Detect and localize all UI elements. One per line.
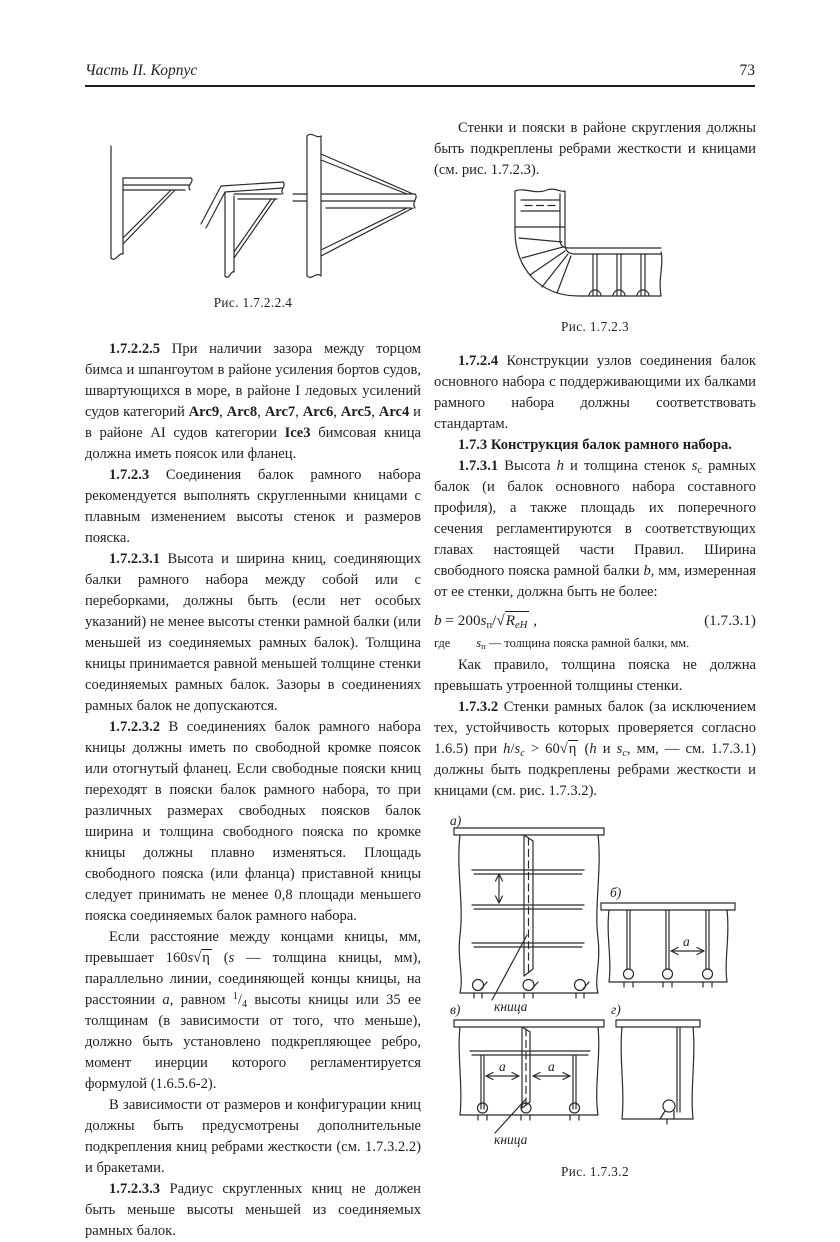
formula-number: (1.7.3.1) <box>704 612 756 629</box>
right-column <box>434 118 756 1182</box>
bracket-callout-label: кница <box>494 1132 528 1147</box>
paragraph-1-7-2-2-5: 1.7.2.2.5 При наличии зазора между торцом бимса и шпангоутом в районе усиления бортов судов, швартующихся в море, в районе I ледовых усилений судов категорий Arc9, Arc8, Arc7, Arc6, Arc5, Arc4 и в районе АI судов категории Ice3 бимсовая кница должна иметь поясок или фланец. <box>85 341 422 462</box>
figure-caption: Рис. 1.7.2.2.4 <box>213 295 293 310</box>
heading-1-7-3: 1.7.3 Конструкция балок рамного набора. <box>458 437 732 453</box>
part-b-label: б) <box>610 885 622 900</box>
paragraph-1-7-2-3-3: 1.7.2.3.3 Радиус скругленных книц не должен быть меньше высоты меньшей из соединяемых рамных балок. <box>85 1181 421 1239</box>
beam-bracket-connections-drawing <box>85 130 421 288</box>
paragraph-1-7-3-2: 1.7.3.2 Стенки рамных балок (за исключением тех, устойчивость которых проверяется согласно 1.6.5) при $h/s_c > 60√\eta$ (h и $s_c$, мм, — см. 1.7.3.1) должны быть подкреплены ребрами жесткости и кницами (см. рис. 1.7.3.2). <box>434 699 756 799</box>
figure-caption: Рис. 1.7.2.3 <box>561 319 629 334</box>
bracket-callout-label: кница <box>494 999 528 1014</box>
page-header <box>85 62 755 87</box>
figure-1-7-2-2-4 <box>85 130 421 313</box>
paragraph-web-flange-stiffening: Стенки и пояски в районе скругления должны быть подкреплены ребрами жесткости и кницами (см. рис. 1.7.2.3). <box>434 120 756 178</box>
formula-legend <box>434 635 756 651</box>
formula-expression: $b = 200s_п/√R_{eH}$ , <box>434 612 537 631</box>
formula-1-7-3-1 <box>434 610 756 631</box>
paragraph-1-7-2-4: 1.7.2.4 Конструкции узлов соединения балок основного набора с поддерживающими их балками рамного набора должны соответствовать стандартам. <box>434 353 756 432</box>
web-stiffening-variants-drawing <box>434 813 756 1153</box>
paragraph-additional-stiffening: В зависимости от размеров и конфигурации книц должны быть предусмотрены дополнительные подкрепления книц ребрами жесткости (см. 1.7.3.2.2) и бракетами. <box>85 1097 421 1176</box>
dimension-label: a <box>683 934 690 949</box>
part-g-label: г) <box>611 1002 621 1017</box>
paragraph-1-7-3-1: 1.7.3.1 Высота h и толщина стенок $s_с$ рамных балок (и балок основного набора составного профиля), а также площадь их поперечного сечения регламентируются в соответствующих главах настоящей части Правил. Ширина свободного пояска рамной балки b, мм, измеренная от ее стенки, должна быть не более: <box>434 458 757 600</box>
figure-caption: Рис. 1.7.3.2 <box>561 1164 629 1179</box>
dimension-label: a <box>548 1059 555 1074</box>
page-number: 73 <box>739 62 755 79</box>
running-title: Часть II. Корпус <box>85 62 198 79</box>
part-v-label: в) <box>450 1002 461 1017</box>
paragraph-1-7-2-3-2: 1.7.2.3.2 В соединениях балок рамного набора кницы должны иметь по свободной кромке поясок или отогнутый фланец. Если свободные пояски книц переходят в пояски балок рамного набора, то при различных размерах свободных поясков балок ширина и толщина свободного пояска по кромке кницы должны плавно изменяться. Площадь свободного пояска (или фланца) приставной кницы следует принимать не менее 0,8 площади меньшего пояска соединяемых балок рамного набора. <box>85 719 421 924</box>
paragraph-flange-thickness-rule: Как правило, толщина пояска не должна превышать утроенной толщины стенки. <box>434 657 756 694</box>
paragraph-1-7-2-3: 1.7.2.3 Соединения балок рамного набора рекомендуется выполнять скругленными кницами с плавным изменением высоты стенок и размеров пояска. <box>85 467 421 546</box>
paragraph-rib-requirement: Если расстояние между концами кницы, мм, превышает 160s√η (s — толщина кницы, мм), параллельно линии, соединяющей концы кницы, на расстоянии a, равном $^1/_4$ высоты кницы или 35 ее толщинам (в зависимости от того, что меньше), должно быть установлено подкрепляющее ребро, момент инерции которого регламентируется формулой (1.6.5.6-2). <box>85 929 422 1092</box>
where-definition: $s_п$ — толщина пояска рамной балки, мм. <box>476 636 690 652</box>
paragraph-1-7-2-3-1: 1.7.2.3.1 Высота и ширина книц, соединяющих балки рамного набора между собой или с переборками, должны быть (если нет особых указаний) не менее высоты стенки рамной балки (или меньшей из соединяемых рамных балок). Толщина кницы принимается равной меньшей толщине стенки соединяемых рамных балок. Зазоры в соединениях рамных балок не допускаются. <box>85 551 421 714</box>
left-column <box>85 118 421 1242</box>
where-label: где <box>434 636 451 650</box>
rounded-knee-drawing <box>465 186 725 312</box>
part-a-label: а) <box>450 813 462 828</box>
dimension-label: a <box>499 1059 506 1074</box>
figure-1-7-2-3 <box>434 186 756 337</box>
figure-1-7-3-2 <box>434 813 756 1182</box>
